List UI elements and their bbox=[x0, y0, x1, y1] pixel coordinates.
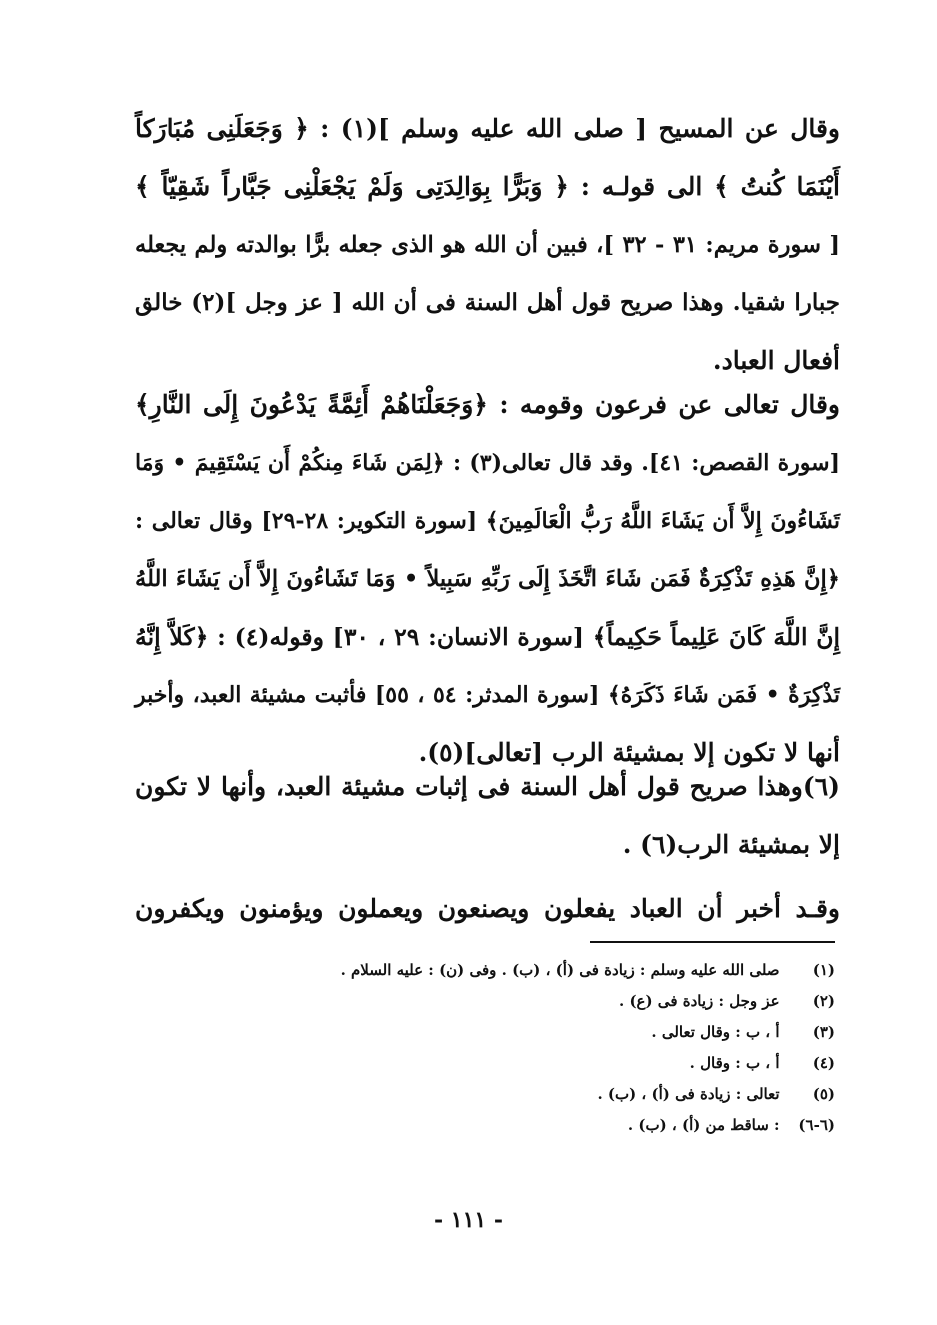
text-line: [ سورة مريم: ٣١ - ٣٢ ]، فبين أن الله هو الذى جعله برًّا بوالدته ولم يجعله bbox=[135, 232, 840, 258]
text-line: تَذْكِرَةٌ • فَمَن شَاءَ ذَكَرَهُ﴾ [سورة المدثر: ٥٤ ، ٥٥] فأثبت مشيئة العبد، وأخبر bbox=[135, 682, 840, 708]
footnote-number: (١) bbox=[812, 961, 835, 979]
text-line: وقال تعالى عن فرعون وقومه : ﴿وَجَعَلْنَاهُمْ أَئِمَّةً يَدْعُونَ إِلَى النَّارِ﴾ bbox=[135, 390, 840, 419]
footnote-separator bbox=[590, 941, 835, 943]
footnote-number: (٥) bbox=[812, 1085, 835, 1103]
text-line: تَشَاءُونَ إِلاَّ أَن يَشَاءَ اللَّهُ رَبُّ الْعَالَمِينَ﴾ [سورة التكوير: ٢٨-٢٩] وقال تعالى : bbox=[135, 508, 840, 534]
text-line: أنها لا تكون إلا بمشيئة الرب [تعالى](٥). bbox=[418, 738, 840, 767]
paragraph-3 bbox=[135, 758, 840, 874]
footnote-text: تعالى : زيادة فى (أ) ، (ب) . bbox=[597, 1085, 780, 1103]
footnote-text: عز وجل : زيادة فى (ع) . bbox=[619, 992, 780, 1010]
footnote bbox=[250, 1079, 835, 1110]
text-line: إلا بمشيئة الرب(٦) . bbox=[622, 830, 840, 859]
paragraph-1 bbox=[135, 100, 840, 390]
text-line: أَيْنَمَا كُنتُ ﴾ الى قولـه : ﴿ وَبَرًّا بِوَالِدَتِى وَلَمْ يَجْعَلْنِى جَبَّاراً شَقِيّاً ﴾ bbox=[135, 172, 840, 201]
text-line: ﴿إِنَّ هَذِهِ تَذْكِرَةٌ فَمَن شَاءَ اتَّخَذَ إِلَى رَبِّهِ سَبِيلاً • وَمَا تَشَاءُونَ إِلاَّ أَن يَشَاءَ اللَّهُ bbox=[135, 566, 840, 592]
footnote bbox=[250, 1110, 835, 1141]
text-line: إِنَّ اللَّهَ كَانَ عَلِيماً حَكِيماً﴾ [سورة الانسان: ٢٩ ، ٣٠] وقوله(٤) : ﴿كَلاَّ إِنَّهُ bbox=[135, 623, 841, 651]
footnote-text: أ ، ب : وقال . bbox=[689, 1054, 780, 1072]
page-number: - ١١١ - bbox=[433, 1207, 504, 1233]
text-line: وقـد أخبر أن العباد يفعلون ويصنعون ويعملون ويؤمنون ويكفرون bbox=[135, 894, 840, 923]
footnote-number: (٢) bbox=[812, 992, 835, 1010]
text-line: وقال عن المسيح [ صلى الله عليه وسلم ](١) : ﴿ وَجَعَلَنِى مُبَارَكاً bbox=[135, 114, 840, 143]
footnotes bbox=[250, 955, 835, 1141]
footnote-number: (٣) bbox=[812, 1023, 835, 1041]
footnote bbox=[250, 1017, 835, 1048]
text-line: [سورة القصص: ٤١]. وقد قال تعالى(٣) : ﴿لِمَن شَاءَ مِنكُمْ أَن يَسْتَقِيمَ • وَمَا bbox=[135, 450, 840, 476]
footnote-number: (٤) bbox=[812, 1054, 835, 1072]
footnote-text: أ ، ب : وقال تعالى . bbox=[651, 1023, 780, 1041]
text-line: (٦)وهذا صريح قول أهل السنة فى إثبات مشيئة العبد، وأنها لا تكون bbox=[135, 772, 840, 801]
text-line: أفعال العباد. bbox=[712, 346, 840, 375]
footnote bbox=[250, 955, 835, 986]
text-line: جبارا شقيا. وهذا صريح قول أهل السنة فى أن الله [ عز وجل ](٢) خالق bbox=[135, 289, 840, 316]
footnote-text: صلى الله عليه وسلم : زيادة فى (أ) ، (ب) . وفى (ن) : عليه السلام . bbox=[340, 961, 780, 979]
paragraph-4 bbox=[135, 880, 840, 938]
paragraph-2 bbox=[135, 376, 840, 782]
footnote bbox=[250, 986, 835, 1017]
footnote-number: (٦-٦) bbox=[798, 1116, 835, 1134]
footnote-text: : ساقط من (أ) ، (ب) . bbox=[627, 1116, 780, 1134]
footnote bbox=[250, 1048, 835, 1079]
